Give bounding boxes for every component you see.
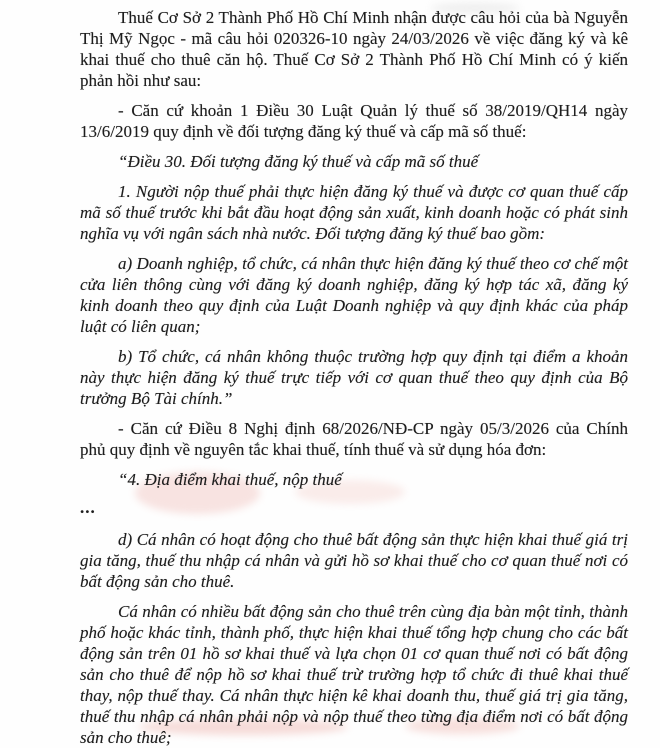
paragraph-7: - Căn cứ Điều 8 Nghị định 68/2026/NĐ-CP ngày 05/3/2026 của Chính phủ quy định về nguyên tắc khai thuế, tính thuế và sử dụng hóa đơn:: [80, 419, 628, 459]
paragraph-9: ...: [80, 498, 96, 517]
paragraph-11: Cá nhân có nhiều bất động sản cho thuê trên cùng địa bàn một tỉnh, thành phố hoặc khác tỉnh, thành phố, thực hiện khai thuế tổng hợp chung cho các bất động sản trên 01 hồ sơ khai thuế và lựa chọn 01 cơ quan thuế nơi có bất động sản cho thuê để nộp hồ sơ khai thuế trừ trường hợp tổ chức đi thuê khai thuế thay, nộp thuế thay. Cá nhân thực hiện kê khai doanh thu, thuế giá trị gia tăng, thuế thu nhập cá nhân phải nộp và nộp thuế theo từng địa điểm nơi có bất động sản cho thuê;: [80, 602, 628, 747]
paragraph-6: b) Tổ chức, cá nhân không thuộc trường hợp quy định tại điểm a khoản này thực hiện đăng ký thuế trực tiếp với cơ quan thuế theo quy định của Bộ trưởng Bộ Tài chính.”: [80, 347, 628, 408]
paragraph-3: “Điều 30. Đối tượng đăng ký thuế và cấp mã số thuế: [118, 152, 479, 171]
paragraph-5: a) Doanh nghiệp, tổ chức, cá nhân thực hiện đăng ký thuế theo cơ chế một cửa liên thông cùng với đăng ký doanh nghiệp, đăng ký hợp tác xã, đăng ký kinh doanh theo quy định của Luật Doanh nghiệp và quy định khác của pháp luật có liên quan;: [80, 254, 628, 336]
paragraph-1: Thuế Cơ Sở 2 Thành Phố Hồ Chí Minh nhận được câu hỏi của bà Nguyễn Thị Mỹ Ngọc - mã câu hỏi 020326-10 ngày 24/03/2026 về việc đăng ký và kê khai thuế cho thuê căn hộ. Thuế Cơ Sở 2 Thành Phố Hồ Chí Minh có ý kiến phản hồi như sau:: [80, 8, 628, 90]
paragraph-4: 1. Người nộp thuế phải thực hiện đăng ký thuế và được cơ quan thuế cấp mã số thuế trước khi bắt đầu hoạt động sản xuất, kinh doanh hoặc có phát sinh nghĩa vụ với ngân sách nhà nước. Đối tượng đăng ký thuế bao gồm:: [80, 182, 628, 243]
paragraph-2: - Căn cứ khoản 1 Điều 30 Luật Quản lý thuế số 38/2019/QH14 ngày 13/6/2019 quy định về đối tượng đăng ký thuế và cấp mã số thuế:: [80, 101, 628, 141]
paragraph-10: d) Cá nhân có hoạt động cho thuê bất động sản thực hiện khai thuế giá trị gia tăng, thuế thu nhập cá nhân và gửi hồ sơ khai thuế cho cơ quan thuế nơi có bất động sản cho thuê.: [80, 530, 628, 591]
document-body: [80, 7, 628, 748]
paragraph-8: “4. Địa điểm khai thuế, nộp thuế: [118, 470, 342, 489]
